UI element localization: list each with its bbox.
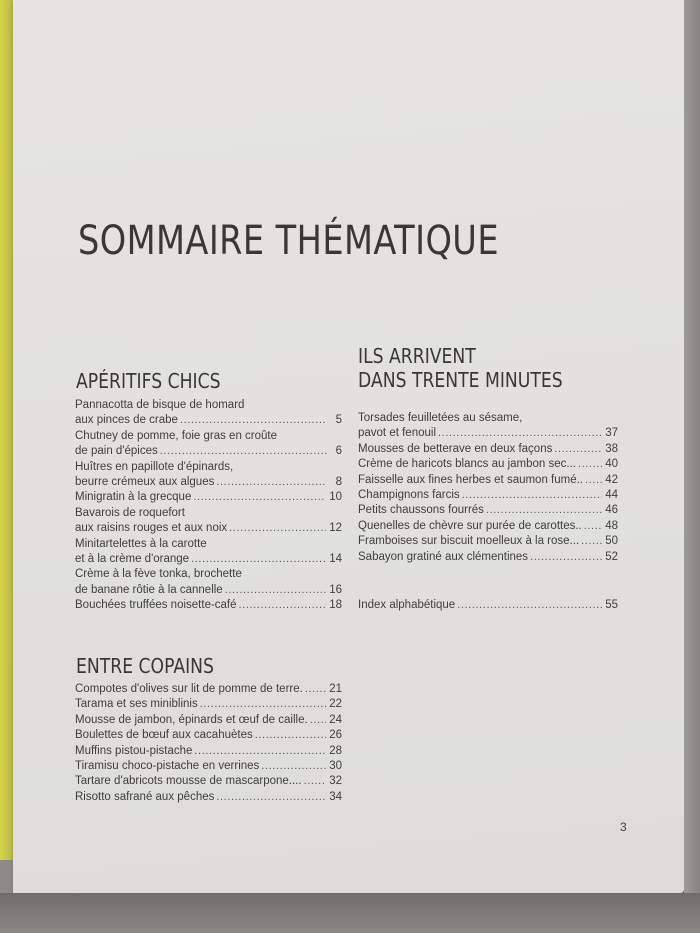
recipe-page-number: 18	[329, 599, 342, 612]
recipe-page-number: 24	[329, 713, 342, 726]
dot-leader	[216, 475, 327, 490]
index-page-number: 55	[605, 599, 618, 611]
toc-entry-last-line	[75, 413, 342, 428]
section-heading-aperitifs: APÉRITIFS CHICS	[76, 369, 221, 393]
recipe-page-number: 28	[329, 744, 342, 757]
recipe-title: Champignons farcis	[358, 489, 460, 502]
recipe-page-number: 40	[605, 458, 618, 471]
dot-leader	[239, 598, 327, 613]
toc-entry-last-line	[75, 728, 342, 743]
folio: 3	[620, 820, 627, 834]
recipe-title: Sabayon gratiné aux clémentines	[358, 550, 529, 563]
recipe-page-number: 21	[329, 683, 342, 695]
dot-leader	[438, 426, 602, 441]
dot-leader	[310, 713, 327, 728]
recipe-title: Compotes d'olives sur lit de pomme de terre.	[75, 683, 303, 695]
recipe-title: pavot et fenouil	[358, 427, 437, 440]
page-shadow	[0, 893, 700, 933]
dot-leader	[225, 583, 327, 598]
toc-entry-last-line	[358, 534, 618, 549]
toc-entry-last-line	[358, 503, 618, 518]
dot-leader	[462, 488, 603, 503]
dot-leader	[255, 728, 326, 743]
dot-leader	[578, 457, 602, 472]
recipe-page-number: 16	[329, 583, 342, 596]
recipe-title: Chutney de pomme, foie gras en croûte	[75, 429, 278, 442]
section-heading-line-1: ILS ARRIVENT	[358, 344, 476, 368]
toc-entry-last-line	[75, 521, 342, 536]
toc-entry-last-line	[75, 552, 342, 567]
toc-entry-last-line	[75, 790, 342, 805]
recipe-title: de banane rôtie à la cannelle	[75, 583, 223, 596]
dot-leader	[585, 473, 602, 488]
toc-entry	[358, 411, 618, 442]
recipe-title: aux raisins rouges et aux noix	[75, 522, 228, 535]
recipe-page-number: 5	[335, 414, 342, 427]
recipe-title: Minitartelettes à la carotte	[75, 537, 207, 550]
dot-leader	[180, 413, 327, 428]
dot-leader	[216, 790, 326, 805]
recipe-title: de pain d'épices	[75, 445, 158, 458]
dot-leader	[554, 442, 602, 457]
dot-leader	[305, 682, 326, 697]
toc-entry	[358, 473, 618, 488]
toc-list-ils-arrivent	[358, 411, 618, 565]
recipe-page-number: 48	[605, 519, 618, 532]
dot-leader	[229, 521, 326, 536]
recipe-title: et à la crème d'orange	[75, 553, 190, 566]
recipe-page-number: 42	[605, 473, 618, 486]
toc-entry-line	[75, 537, 342, 552]
recipe-page-number: 22	[329, 698, 342, 711]
toc-entry	[75, 490, 342, 505]
recipe-title: Muffins pistou-pistache	[75, 744, 193, 757]
recipe-page-number: 12	[329, 522, 342, 535]
toc-entry	[358, 550, 618, 565]
toc-entry	[358, 488, 618, 503]
recipe-page-number: 34	[329, 790, 342, 803]
recipe-page-number: 14	[329, 553, 342, 566]
toc-entry	[75, 429, 342, 460]
toc-entry-last-line	[75, 583, 342, 598]
recipe-page-number: 26	[329, 729, 342, 742]
recipe-title: Crème de haricots blancs au jambon sec...	[358, 458, 576, 471]
toc-list-entre-copains	[75, 682, 342, 805]
toc-entry	[75, 759, 342, 774]
recipe-title: beurre crémeux aux algues	[75, 476, 215, 489]
index-line	[358, 598, 618, 613]
toc-entry-last-line	[358, 426, 618, 441]
toc-entry-last-line	[75, 444, 342, 459]
page-stack-edge	[684, 0, 700, 893]
page-title: SOMMAIRE THÉMATIQUE	[78, 218, 499, 264]
recipe-title: Framboises sur biscuit moelleux à la rose...	[358, 535, 580, 548]
toc-entry	[75, 713, 342, 728]
toc-entry	[358, 534, 618, 549]
toc-entry-last-line	[358, 473, 618, 488]
recipe-title: Huîtres en papillote d'épinards,	[75, 460, 234, 473]
dot-leader	[486, 503, 602, 518]
dot-leader	[191, 552, 326, 567]
toc-entry-line	[75, 429, 342, 444]
recipe-title: Faisselle aux fines herbes et saumon fumé..	[358, 473, 584, 486]
recipe-title: Tarama et ses miniblinis	[75, 698, 198, 711]
toc-entry	[75, 537, 342, 568]
dot-leader	[304, 774, 327, 789]
toc-entry-last-line	[75, 682, 342, 697]
recipe-page-number: 46	[605, 504, 618, 517]
index-entry	[358, 598, 618, 613]
toc-entry	[75, 567, 342, 598]
dot-leader	[581, 534, 602, 549]
toc-entry-last-line	[75, 744, 342, 759]
recipe-page-number: 30	[329, 760, 342, 773]
toc-entry	[75, 460, 342, 491]
toc-entry-last-line	[75, 697, 342, 712]
toc-entry	[75, 598, 342, 613]
toc-entry	[75, 728, 342, 743]
recipe-title: Torsades feuilletées au sésame,	[358, 412, 523, 424]
toc-entry-last-line	[75, 774, 342, 789]
recipe-page-number: 6	[335, 445, 342, 458]
toc-entry-line	[75, 506, 342, 521]
toc-entry-last-line	[358, 488, 618, 503]
toc-entry	[358, 457, 618, 472]
section-heading-ils-arrivent	[358, 344, 563, 392]
dot-leader	[457, 598, 602, 613]
recipe-title: aux pinces de crabe	[75, 414, 178, 427]
toc-entry-line	[75, 567, 342, 582]
toc-entry-last-line	[358, 457, 618, 472]
dot-leader	[193, 490, 326, 505]
recipe-title: Bavarois de roquefort	[75, 506, 185, 519]
recipe-title: Tartare d'abricots mousse de mascarpone....	[75, 775, 302, 788]
toc-entry-last-line	[75, 713, 342, 728]
toc-entry	[358, 503, 618, 518]
toc-entry-last-line	[75, 759, 342, 774]
dot-leader	[194, 744, 326, 759]
toc-entry-line	[358, 411, 618, 426]
toc-entry-last-line	[358, 519, 618, 534]
toc-entry-last-line	[75, 490, 342, 505]
recipe-page-number: 10	[329, 491, 342, 504]
recipe-page-number: 37	[605, 427, 618, 440]
dot-leader	[200, 697, 326, 712]
recipe-title: Minigratin à la grecque	[75, 491, 192, 504]
dot-leader	[530, 550, 602, 565]
section-heading-line-2: DANS TRENTE MINUTES	[358, 368, 563, 392]
book-cover-edge	[0, 0, 13, 860]
recipe-title: Boulettes de bœuf aux cacahuètes	[75, 729, 253, 742]
toc-entry	[75, 398, 342, 429]
recipe-title: Quenelles de chèvre sur purée de carottes..	[358, 519, 582, 532]
recipe-title: Bouchées truffées noisette-café	[75, 599, 237, 612]
toc-entry	[75, 697, 342, 712]
recipe-page-number: 50	[605, 535, 618, 548]
dot-leader	[584, 519, 602, 534]
toc-entry	[75, 790, 342, 805]
toc-entry	[75, 774, 342, 789]
toc-entry-last-line	[358, 550, 618, 565]
recipe-title: Mousse de jambon, épinards et œuf de caille.	[75, 713, 308, 726]
recipe-page-number: 38	[605, 442, 618, 455]
recipe-page-number: 8	[335, 476, 342, 489]
toc-entry-last-line	[358, 442, 618, 457]
dot-leader	[160, 444, 327, 459]
toc-entry	[75, 682, 342, 697]
dot-leader	[261, 759, 326, 774]
recipe-title: Petits chaussons fourrés	[358, 504, 484, 517]
toc-entry	[75, 744, 342, 759]
toc-entry	[75, 506, 342, 537]
recipe-title: Risotto safrané aux pêches	[75, 790, 215, 803]
toc-list-aperitifs	[75, 398, 342, 614]
toc-entry-last-line	[75, 598, 342, 613]
toc-entry-line	[75, 398, 342, 413]
recipe-title: Crème à la fève tonka, brochette	[75, 568, 242, 581]
recipe-title: Tiramisu choco-pistache en verrines	[75, 760, 260, 773]
toc-entry-line	[75, 460, 342, 475]
recipe-title: Mousses de betterave en deux façons	[358, 442, 553, 455]
recipe-title: Pannacotta de bisque de homard	[75, 399, 245, 411]
toc-entry-last-line	[75, 475, 342, 490]
index-label: Index alphabétique	[358, 599, 456, 611]
section-heading-entre-copains: ENTRE COPAINS	[76, 654, 214, 678]
recipe-page-number: 44	[605, 489, 618, 502]
toc-entry	[358, 442, 618, 457]
recipe-page-number: 52	[605, 550, 618, 563]
recipe-page-number: 32	[329, 775, 342, 788]
toc-entry	[358, 519, 618, 534]
